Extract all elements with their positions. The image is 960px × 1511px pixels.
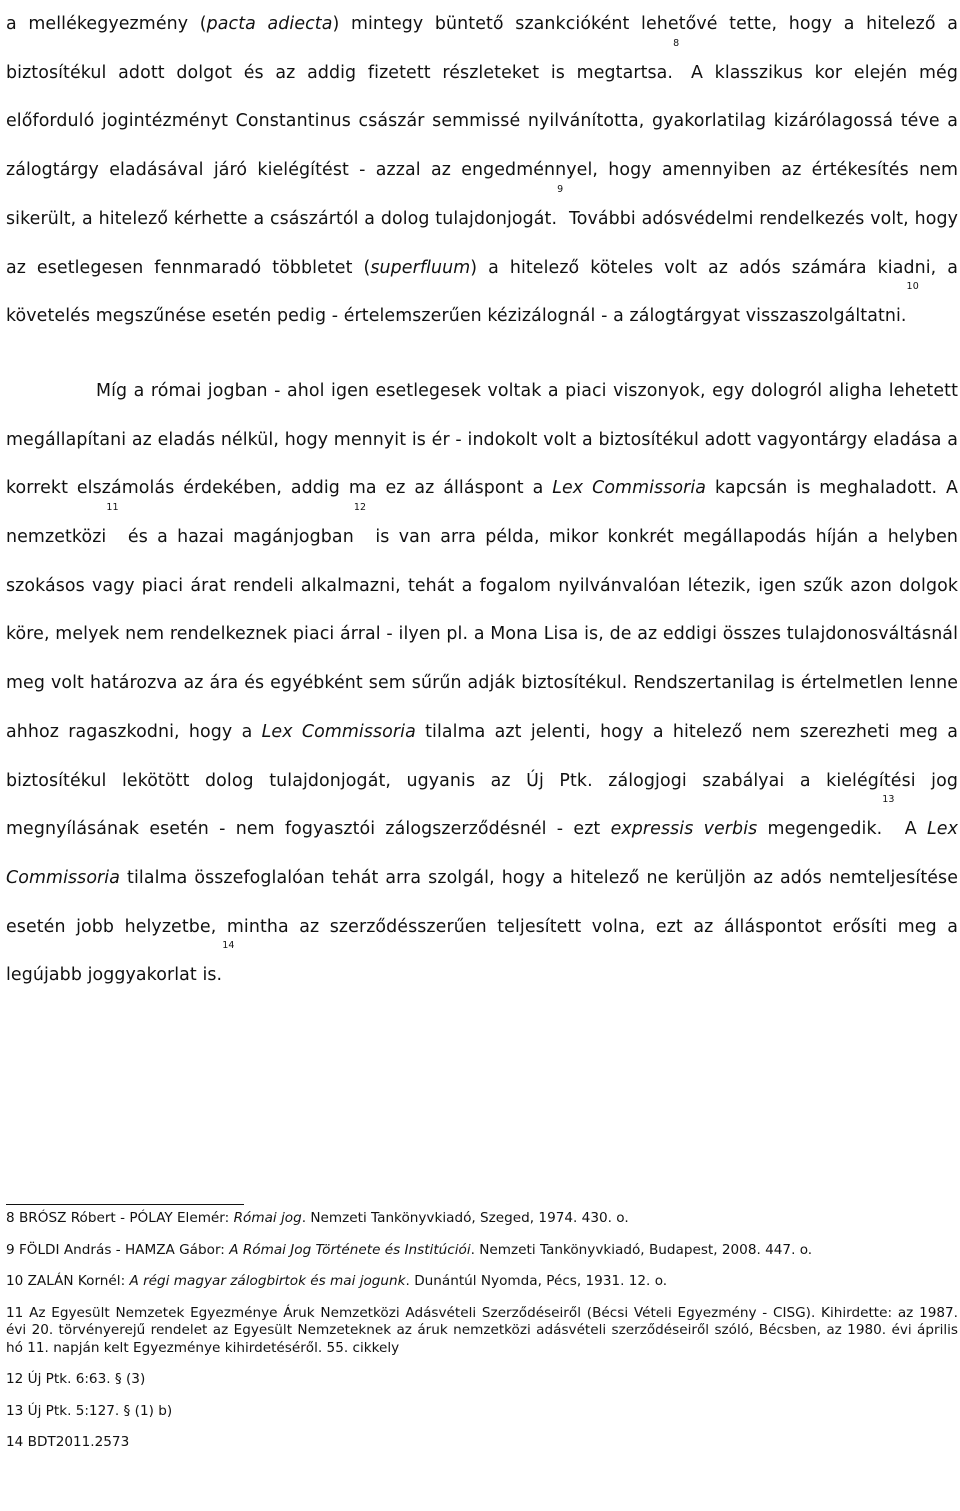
paragraph-1 <box>6 0 958 341</box>
footnote-text: 10 ZALÁN Kornél: <box>6 1273 130 1289</box>
footnote-text: 9 FÖLDI András - HAMZA Gábor: <box>6 1241 230 1258</box>
text-segment: ) a hitelező köteles volt az adós számára kiadni, a követelés megszűnése esetén pedig - értelemszerűen kézizálognál - a zálogtárgyat visszaszolgáltatni. <box>6 257 958 327</box>
latin-term: pacta adiecta <box>206 14 333 34</box>
footnote-11: 11 Az Egyesült Nemzetek Egyezménye Áruk Nemzetközi Adásvételi Szerződéseiről (Bécsi Vételi Egyezmény - CISG). Kihirdette: az 1987. évi 20. törvényerejű rendelet az Egyesült Nemzeteknek az áruk nemzetközi adásvételi szerződéseiről szóló, Bécsben, az 1980. évi április hó 11. napján kelt Egyezménye kihirdetéséről. 55. cikkely <box>6 1304 958 1356</box>
text-segment: a mellékegyezmény ( <box>6 14 207 34</box>
lex-commissoria-term: Lex Commissoria <box>6 819 958 888</box>
text-segment: kapcsán is meghaladott. A nemzetközi <box>6 478 959 548</box>
text-segment: tilalma összefoglalóan tehát arra szolgál, hogy a hitelező ne kerüljön az adós nemteljesítése esetén jobb helyzetbe, mintha az szerződésszerűen teljesített volna, ezt az álláspontot erősíti meg a legújabb joggyakorlat is. <box>6 867 958 986</box>
text-segment: tilalma azt jelenti, hogy a hitelező nem szerezheti meg a biztosítékul lekötött dolog tulajdonjogát, ugyanis az Új Ptk. zálogjogi szabályai a kielégítési jog megnyílásának esetén - nem fogyasztói zálogszerződésnél - ezt <box>6 721 958 840</box>
text-segment: A <box>894 819 928 840</box>
text-segment: megengedik. <box>757 819 883 840</box>
latin-term: expressis verbis <box>610 819 758 840</box>
text-segment: és a hazai magánjogban <box>118 527 354 548</box>
book-title: A Római Jog Története és Institúciói <box>229 1241 471 1258</box>
footnote-ref-9[interactable]: 9 <box>557 183 564 195</box>
lex-commissoria-term: Lex Commissoria <box>552 478 707 499</box>
main-text <box>6 0 958 1000</box>
footnote-text: 8 BRÓSZ Róbert - PÓLAY Elemér: <box>6 1210 234 1226</box>
footnote-12: 12 Új Ptk. 6:63. § (3) <box>6 1371 146 1387</box>
text-segment: A klasszikus kor elején még előforduló jogintézményt Constantinus császár semmissé nyilvánította, gyakorlatilag kizárólagossá téve a zálogtárgy eladásával járó kielégítést - azzal az engedménnyel, hogy amennyiben az értékesítés nem sikerült, a hitelező kérhette a császártól a dolog tulajdonjogát. <box>6 62 958 229</box>
text-segment: További adósvédelmi rendelkezés volt, hogy az esetlegesen fennmaradó többletet ( <box>6 208 958 278</box>
footnote-10 <box>6 1273 958 1291</box>
lex-commissoria-term: Lex Commissoria <box>261 721 416 742</box>
footnote-ref-14[interactable]: 14 <box>222 940 235 952</box>
book-title: A régi magyar zálogbirtok és mai jogunk <box>129 1273 406 1289</box>
footnote-text: . Dunántúl Nyomda, Pécs, 1931. 12. o. <box>405 1273 668 1289</box>
text-segment: Míg a római jogban - ahol igen esetlegesek voltak a piaci viszonyok, egy dologról aligha lehetett megállapítani az eladás nélkül, hogy mennyit is ér - indokolt volt a biztosítékul adott vagyontárgy eladása a korrekt elszámolás érdekében, addig ma ez az álláspont a <box>6 380 958 499</box>
text-segment: ) mintegy büntető szankcióként lehetővé tette, hogy a hitelező a biztosítékul adott dolgot és az addig fizetett részleteket is megtartsa. <box>6 14 958 83</box>
footnote-text: . Nemzeti Tankönyvkiadó, Szeged, 1974. 430. o. <box>301 1210 629 1226</box>
footnote-ref-11[interactable]: 11 <box>106 502 119 514</box>
footnote-14: 14 BDT2011.2573 <box>6 1434 130 1450</box>
footnote-9 <box>6 1242 958 1260</box>
footnote-ref-12[interactable]: 12 <box>353 502 367 514</box>
footnote-8 <box>6 1210 958 1228</box>
footnote-separator <box>6 1204 244 1205</box>
text-segment: is van arra példa, mikor konkrét megállapodás híján a helyben szokásos vagy piaci árat rendeli alkalmazni, tehát a fogalom nyilvánvalóan létezik, igen szűk azon dolgok köre, melyek nem rendelkeznek piaci árral - ilyen pl. a Mona Lisa is, de az eddigi összes tulajdonosváltásnál meg volt határozva az ára és egyébként sem sűrűn adják biztosítékul. Rendszertanilag is értelmetlen lenne ahhoz ragaszkodni, hogy a <box>6 527 958 742</box>
footnote-ref-10[interactable]: 10 <box>906 281 919 293</box>
footnote-text: . Nemzeti Tankönyvkiadó, Budapest, 2008. 447. o. <box>470 1241 813 1258</box>
footnote-13: 13 Új Ptk. 5:127. § (1) b) <box>6 1402 173 1419</box>
book-title: Római jog <box>233 1210 302 1226</box>
paragraph-2 <box>6 367 958 1000</box>
latin-term: superfluum <box>370 257 471 278</box>
footnote-ref-13[interactable]: 13 <box>882 794 895 806</box>
footnote-ref-8[interactable]: 8 <box>673 37 680 49</box>
footnotes <box>6 1210 958 1452</box>
